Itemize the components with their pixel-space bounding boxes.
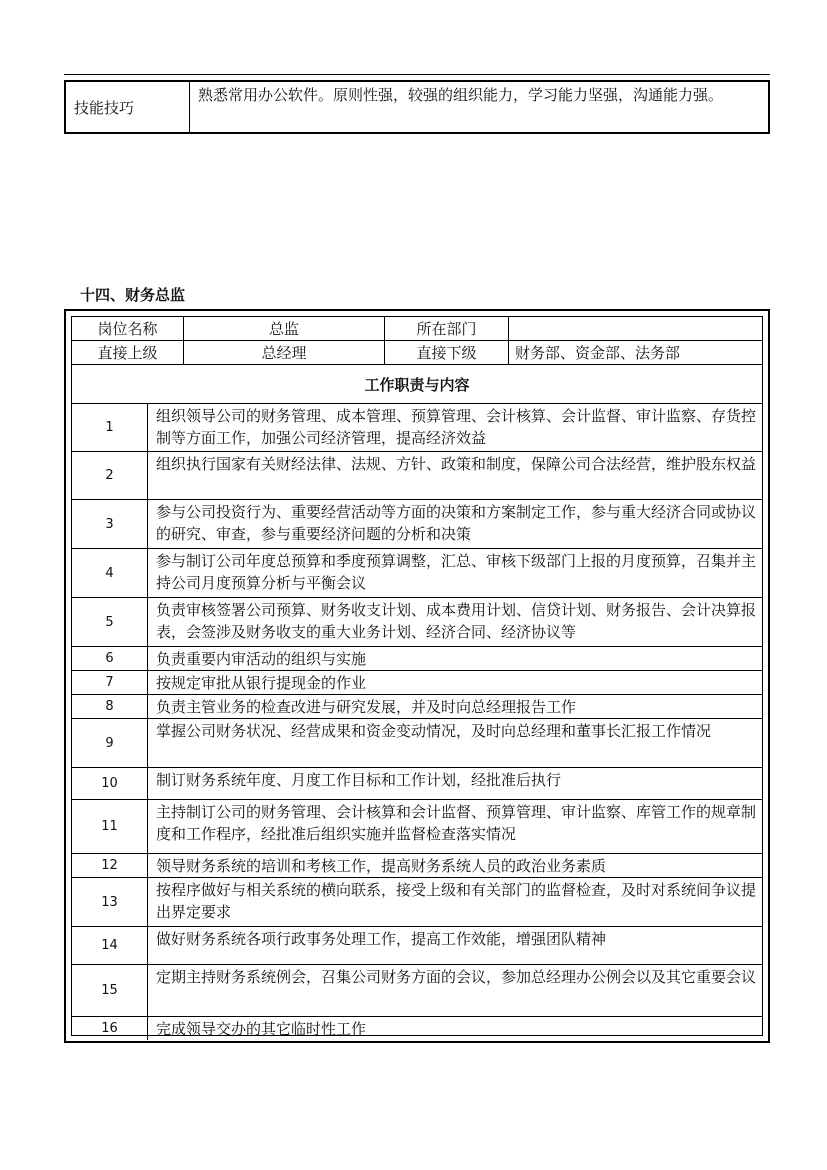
position-name-label: 岗位名称 (72, 317, 184, 340)
duty-number: 5 (72, 598, 148, 646)
department-label: 所在部门 (385, 317, 509, 340)
duty-number: 4 (72, 549, 148, 597)
duty-number: 2 (72, 452, 148, 499)
duty-number: 10 (72, 768, 148, 799)
duty-row (72, 768, 762, 800)
duty-row (72, 500, 762, 549)
duty-text: 组织领导公司的财务管理、成本管理、预算管理、会计核算、会计监督、审计监察、存货控制等方面工作，加强公司经济管理，提高经济效益 (156, 407, 757, 447)
duty-number: 1 (72, 404, 148, 451)
duty-number: 11 (72, 800, 148, 853)
duty-row (72, 965, 762, 1017)
duty-text: 组织执行国家有关财经法律、法规、方针、政策和制度，保障公司合法经营，维护股东权益 (156, 455, 757, 473)
duty-row (72, 598, 762, 647)
skills-text: 熟悉常用办公软件。原则性强，较强的组织能力，学习能力坚强，沟通能力强。 (198, 86, 724, 104)
job-table-inner (71, 316, 763, 1036)
subordinate-label: 直接下级 (385, 341, 509, 364)
position-info-row (72, 317, 762, 341)
duty-number: 14 (72, 927, 148, 964)
reporting-info-row (72, 341, 762, 365)
superior-value: 总经理 (184, 341, 385, 364)
duty-number: 3 (72, 500, 148, 548)
duty-text: 完成领导交办的其它临时性工作 (156, 1020, 367, 1038)
duty-text: 负责审核签署公司预算、财务收支计划、成本费用计划、信贷计划、财务报告、会计决算报表，会签涉及财务收支的重大业务计划、经济合同、经济协议等 (156, 601, 757, 641)
duty-row (72, 671, 762, 695)
duty-text: 制订财务系统年度、月度工作目标和工作计划，经批准后执行 (156, 771, 562, 789)
duty-row (72, 719, 762, 768)
skills-label: 技能技巧 (66, 82, 190, 132)
duty-row (72, 695, 762, 719)
duty-text: 按程序做好与相关系统的横向联系，接受上级和有关部门的监督检查，及时对系统间争议提出界定要求 (156, 881, 757, 921)
duty-number: 15 (72, 965, 148, 1016)
duty-text: 做好财务系统各项行政事务处理工作，提高工作效能，增强团队精神 (156, 930, 607, 948)
subordinate-value: 财务部、资金部、法务部 (515, 344, 681, 362)
duty-text: 领导财务系统的培训和考核工作，提高财务系统人员的政治业务素质 (156, 857, 607, 875)
duty-row (72, 452, 762, 500)
duty-row (72, 854, 762, 878)
duty-number: 12 (72, 854, 148, 877)
duty-text: 主持制订公司的财务管理、会计核算和会计监督、预算管理、审计监察、库管工作的规章制度和工作程序，经批准后组织实施并监督检查落实情况 (156, 803, 757, 843)
top-divider (64, 74, 770, 75)
duty-row (72, 878, 762, 927)
duty-text: 定期主持财务系统例会，召集公司财务方面的会议，参加总经理办公例会以及其它重要会议 (156, 968, 757, 986)
duty-text: 参与公司投资行为、重要经营活动等方面的决策和方案制定工作，参与重大经济合同或协议的研究、审查，参与重要经济问题的分析和决策 (156, 503, 757, 543)
section-title: 十四、财务总监 (80, 286, 186, 304)
duty-row (72, 927, 762, 965)
duty-row (72, 549, 762, 598)
duty-row (72, 404, 762, 452)
duty-text: 负责重要内审活动的组织与实施 (156, 650, 367, 668)
duty-number: 8 (72, 695, 148, 718)
duty-text: 负责主管业务的检查改进与研究发展，并及时向总经理报告工作 (156, 698, 577, 716)
duty-number: 7 (72, 671, 148, 694)
duty-row (72, 1017, 762, 1040)
duty-row (72, 647, 762, 671)
superior-label: 直接上级 (72, 341, 184, 364)
position-name-value: 总监 (184, 317, 385, 340)
duty-number: 9 (72, 719, 148, 767)
duty-number: 16 (72, 1017, 148, 1040)
duty-text: 按规定审批从银行提现金的作业 (156, 674, 367, 692)
duty-text: 参与制订公司年度总预算和季度预算调整，汇总、审核下级部门上报的月度预算，召集并主持公司月度预算分析与平衡会议 (156, 552, 757, 592)
job-description-table (64, 309, 770, 1043)
duty-text: 掌握公司财务状况、经营成果和资金变动情况，及时向总经理和董事长汇报工作情况 (156, 722, 712, 740)
duty-number: 6 (72, 647, 148, 670)
duties-header: 工作职责与内容 (72, 365, 762, 404)
duty-number: 13 (72, 878, 148, 926)
department-value (509, 317, 762, 340)
duty-row (72, 800, 762, 854)
skills-table (64, 80, 770, 134)
